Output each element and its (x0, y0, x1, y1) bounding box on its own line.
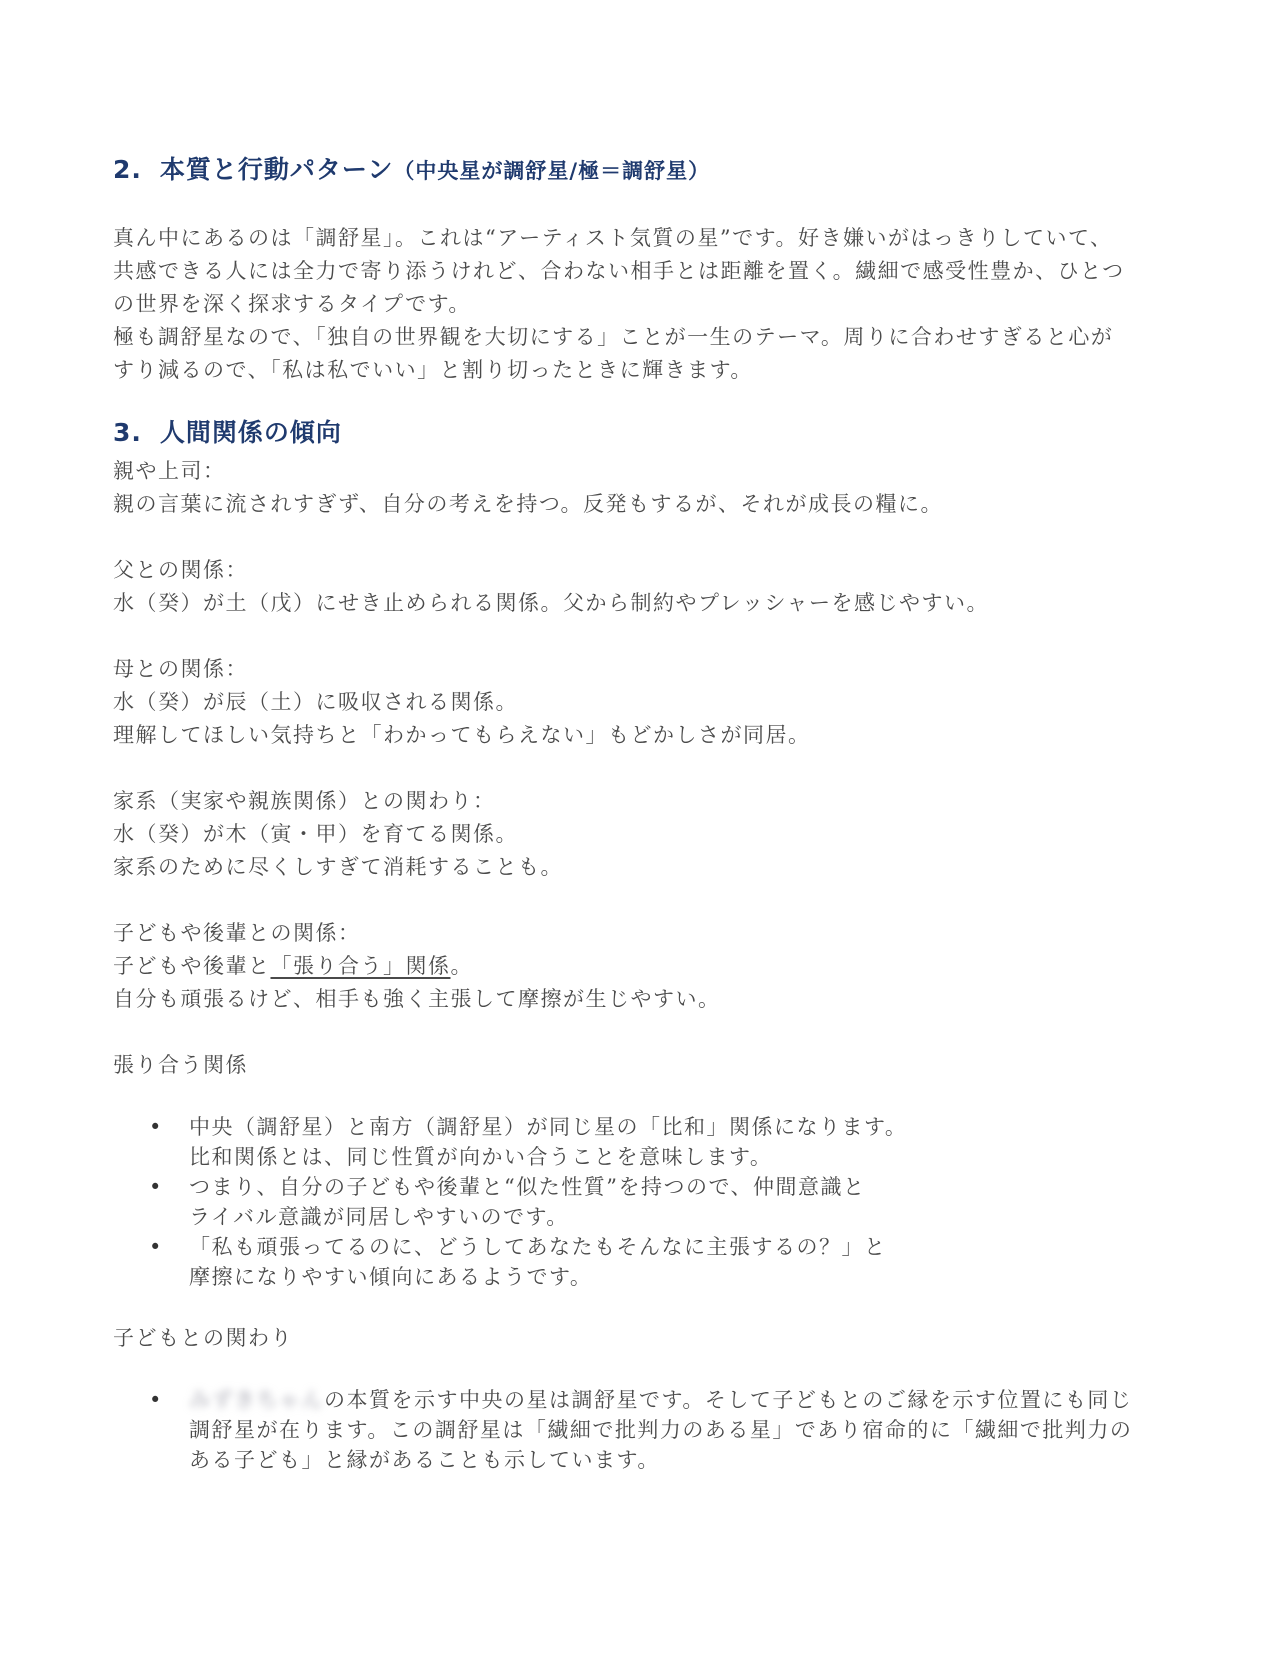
father-label: 父との関係： (113, 558, 248, 582)
list-line: 「私も頑張ってるのに、どうしてあなたもそんなに主張するの？」と (189, 1235, 887, 1259)
section-number: 3. (113, 418, 142, 447)
bullet-icon: • (149, 1175, 163, 1199)
list-line: 摩擦になりやすい傾向にあるようです。 (189, 1265, 593, 1289)
section-subtitle: （中央星が調舒星/極＝調舒星） (393, 159, 711, 183)
list-line: つまり、自分の子どもや後輩と“似た性質”を持つので、仲間意識と (189, 1175, 866, 1199)
bullet-icon: • (149, 1115, 163, 1139)
section-title: 本質と行動パターン (159, 155, 394, 184)
child-heading: 子どもとの関わり (113, 1326, 293, 1350)
list-line: ライバル意識が同居しやすいのです。 (189, 1205, 569, 1229)
paragraph-line: 極も調舒星なので、「独自の世界観を大切にする」ことが一生のテーマ。周りに合わせすぎると心が (113, 325, 1114, 349)
paragraph-line: の世界を深く探求するタイプです。 (113, 292, 471, 316)
paragraph-line: 共感できる人には全力で寄り添うけれど、合わない相手とは距離を置く。繊細で感受性豊か、ひとつ (113, 259, 1125, 283)
list-item (113, 1112, 1163, 1172)
kids-text: 自分も頑張るけど、相手も強く主張して摩擦が生じやすい。 (113, 987, 721, 1011)
boss-text: 親の言葉に流されすぎず、自分の考えを持つ。反発もするが、それが成長の糧に。 (113, 492, 943, 516)
kids-label: 子どもや後輩との関係： (113, 921, 361, 945)
document-page (113, 150, 1163, 1475)
section-2-heading (113, 150, 1163, 186)
family-text: 家系のために尽くしすぎて消耗することも。 (113, 855, 563, 879)
rival-list (113, 1112, 1163, 1292)
kids-text (113, 950, 1163, 983)
rival-heading: 張り合う関係 (113, 1053, 248, 1077)
family-text: 水（癸）が木（寅・甲）を育てる関係。 (113, 822, 518, 846)
paragraph-line: 真ん中にあるのは「調舒星」。これは“アーティスト気質の星”です。好き嫌いがはっきりしていて、 (113, 226, 1113, 250)
bullet-icon: • (149, 1388, 163, 1412)
kids-text-underlined: 「張り合う」関係 (270, 954, 451, 978)
section-3-heading (113, 413, 1163, 449)
mother-label: 母との関係： (113, 657, 248, 681)
list-item (113, 1232, 1163, 1292)
list-line: の本質を示す中央の星は調舒星です。そして子どもとのご縁を示す位置にも同じ (324, 1388, 1133, 1412)
kids-text-pre: 子どもや後輩と (113, 954, 271, 978)
list-item (113, 1172, 1163, 1232)
list-line: 調舒星が在ります。この調舒星は「繊細で批判力のある星」であり宿命的に「繊細で批判力の (189, 1418, 1133, 1442)
mother-text: 理解してほしい気持ちと「わかってもらえない」もどかしさが同居。 (113, 723, 811, 747)
section-title: 人間関係の傾向 (159, 418, 342, 447)
mother-text: 水（癸）が辰（土）に吸収される関係。 (113, 690, 518, 714)
paragraph-line: すり減るので、「私は私でいい」と割り切ったときに輝きます。 (113, 358, 753, 382)
list-line: ある子ども」と縁があることも示しています。 (189, 1448, 660, 1472)
list-item (113, 1385, 1163, 1475)
kids-text-post: 。 (450, 954, 473, 978)
section-number: 2. (113, 155, 142, 184)
list-line: 中央（調舒星）と南方（調舒星）が同じ星の「比和」関係になります。 (189, 1115, 908, 1139)
blurred-name: みずきちゃん (189, 1388, 324, 1412)
list-line: 比和関係とは、同じ性質が向かい合うことを意味します。 (189, 1145, 773, 1169)
child-list (113, 1385, 1163, 1475)
bullet-icon: • (149, 1235, 163, 1259)
father-text: 水（癸）が土（戊）にせき止められる関係。父から制約やプレッシャーを感じやすい。 (113, 591, 990, 615)
boss-label: 親や上司： (113, 459, 226, 483)
family-label: 家系（実家や親族関係）との関わり： (113, 789, 496, 813)
